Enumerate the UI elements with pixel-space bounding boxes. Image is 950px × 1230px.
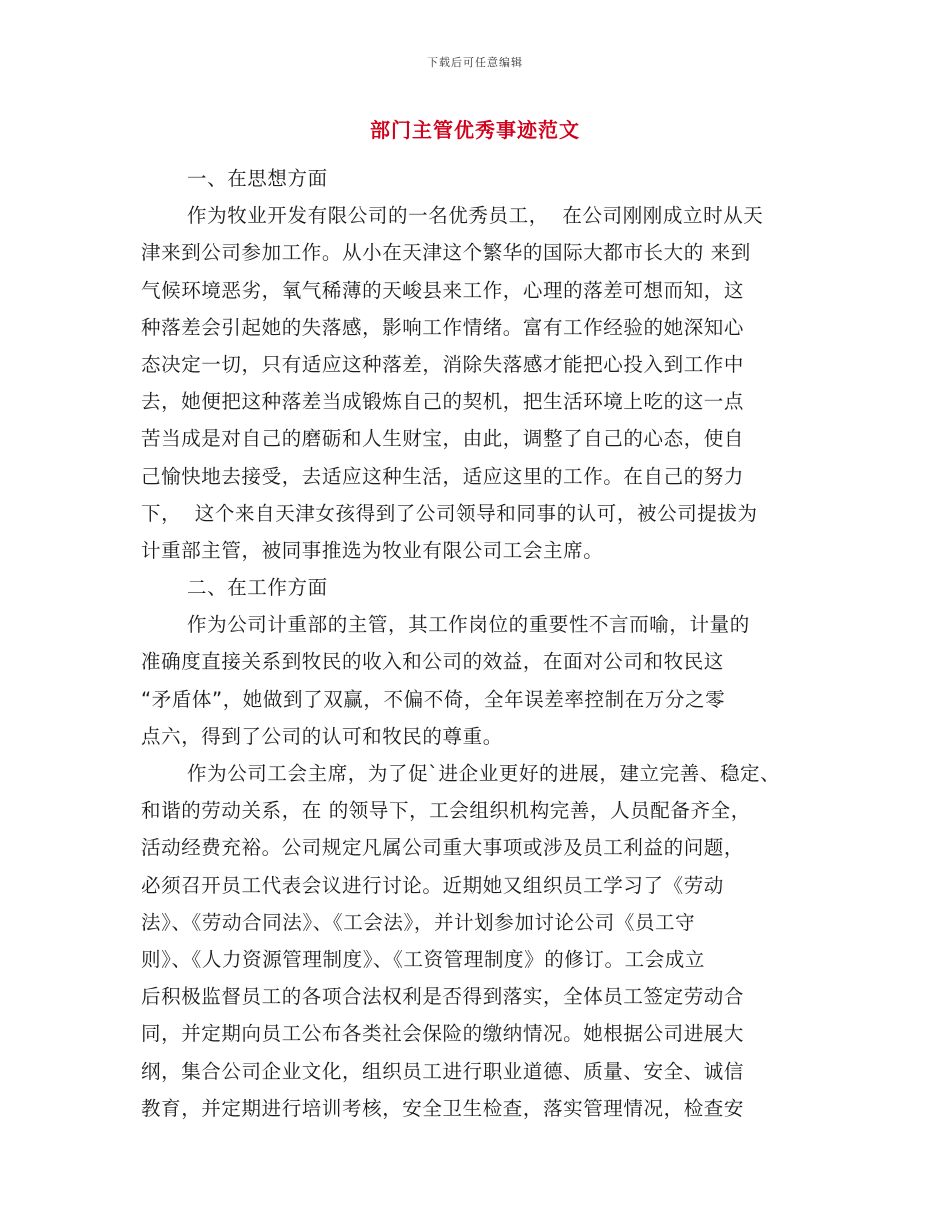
body-line: 法》、《劳动合同法》、《工会法》，并计划参加讨论公司《员工守 (141, 910, 696, 934)
body-line: 二、在工作方面 (187, 576, 328, 600)
body-line: 点六，得到了公司的认可和牧民的尊重。 (141, 724, 503, 748)
body-line: 态决定一切，只有适应这种落差，消除失落感才能把心投入到工作中 (141, 352, 745, 376)
body-line: 一、在思想方面 (187, 167, 328, 190)
document-body (141, 160, 821, 1127)
body-line: 同，并定期向员工公布各类社会保险的缴纳情况。她根据公司进展大 (141, 1022, 745, 1046)
body-line: 活动经费充裕。公司规定凡属公司重大事项或涉及员工利益的问题， (141, 836, 745, 860)
body-line: 教育，并定期进行培训考核，安全卫生检查，落实管理情况，检查安 (141, 1096, 745, 1120)
body-line: 作为公司工会主席，为了促`进企业更好的进展，建立完善、稳定、 (187, 762, 781, 785)
body-line: 作为公司计重部的主管，其工作岗位的重要性不言而喻，计量的 (187, 613, 750, 637)
document-title: 部门主管优秀事迹范文 (370, 118, 580, 142)
body-line: 和谐的劳动关系，在 的领导下，工会组织机构完善，人员配备齐全， (141, 799, 751, 823)
body-line: 则》、《人力资源管理制度》、《工资管理制度》的修订。工会成立 (141, 947, 706, 971)
body-line: 准确度直接关系到牧民的收入和公司的效益，在面对公司和牧民这 (141, 650, 724, 674)
body-line: 作为牧业开发有限公司的一名优秀员工， 在公司刚刚成立时从天 (187, 204, 764, 228)
body-line: 必须召开员工代表会议进行讨论。近期她又组织员工学习了《劳动 (141, 873, 724, 897)
body-line: “矛盾体”，她做到了双赢，不偏不倚，全年误差率控制在万分之零 (141, 687, 726, 711)
body-line: 计重部主管，被同事推选为牧业有限公司工会主席。 (141, 538, 604, 562)
body-line: 纲，集合公司企业文化，组织员工进行职业道德、质量、安全、诚信 (141, 1059, 745, 1083)
body-line: 去，她便把这种落差当成锻炼自己的契机，把生活环境上吃的这一点 (141, 390, 745, 414)
body-line: 下， 这个来自天津女孩得到了公司领导和同事的认可，被公司提拔为 (141, 501, 758, 525)
body-line: 津来到公司参加工作。从小在天津这个繁华的国际大都市长大的 来到 (141, 241, 751, 265)
body-line: 己愉快地去接受，去适应这种生活，适应这里的工作。在自己的努力 (141, 464, 745, 488)
body-line: 气候环境恶劣，氧气稀薄的天峻县来工作，心理的落差可想而知，这 (141, 278, 745, 302)
body-line: 后积极监督员工的各项合法权利是否得到落实，全体员工签定劳动合 (141, 985, 745, 1009)
body-line: 苦当成是对自己的磨砺和人生财宝，由此，调整了自己的心态，使自 (141, 427, 745, 451)
page-header-note: 下载后可任意编辑 (427, 56, 523, 69)
body-line: 种落差会引起她的失落感，影响工作情绪。富有工作经验的她深知心 (141, 315, 745, 339)
